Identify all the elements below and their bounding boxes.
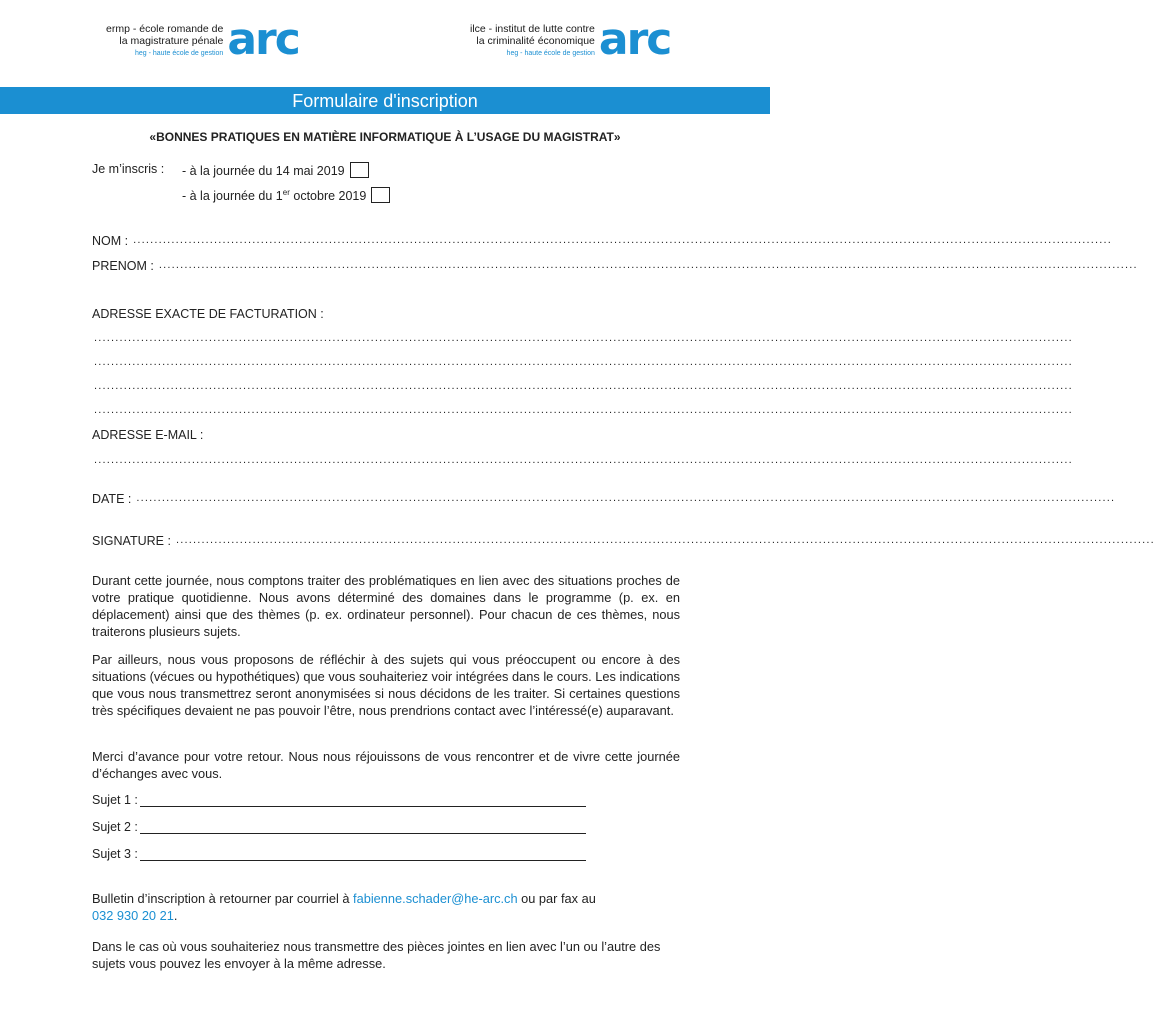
closing-paragraph: Dans le cas où vous souhaiteriez nous transmettre des pièces jointes en lien avec l’un ou l’autre des sujets vous pouvez les envoyer à la même adresse. [92,939,661,971]
nom-label: NOM : [92,234,129,248]
arc-logo-mark: arc [598,14,671,65]
logo-ermp-line2: la magistrature pénale [119,34,224,47]
intro-paragraph: Durant cette journée, nous comptons traiter des problématiques en lien avec des situations proches de votre pratique quotidienne. Nous avons déterminé des domaines dans le programme (p. ex. en déplacement) ainsi que des thèmes (p. ex. ordinateur personnel). Pour chacun de ces thèmes, nous traiterons plusieurs sujets. [92,573,680,639]
sujet-1-label: Sujet 1 : [92,793,138,807]
option-2-label-suffix: octobre 2019 [289,189,367,203]
prenom-label: PRENOM : [92,259,154,273]
option-2-label-sup: er [282,187,290,197]
checkbox-14-mai[interactable] [350,162,369,178]
registration-option-1 [182,162,369,178]
sujet-2-line [140,819,586,834]
logo-ermp-line3: heg - haute école de gestion [134,49,224,57]
topics-paragraph: Par ailleurs, nous vous proposons de réfléchir à des sujets qui vous préoccupent ou encore à des situations (vécues ou hypothétiques) que vous souhaiteriez voir intégrées dans le cours. Les indications que vous nous transmettrez seront anonymisées si nous décidons de les traiter. Si certaines questions très spécifiques devaient ne pas pouvoir l’être, nous prendrions contact avec l’intéressé(e) auparavant. [92,652,680,718]
logo-ermp-line1: ermp - école romande de [106,22,224,35]
email-label: ADRESSE E-MAIL : [92,428,204,442]
sujet-2-label: Sujet 2 : [92,820,138,834]
logo-ilce-line2: la criminalité économique [476,34,595,47]
registration-option-2 [182,187,390,203]
sujet-1-field[interactable] [92,792,586,807]
form-title-banner: Formulaire d'inscription [0,87,770,114]
adresse-label: ADRESSE EXACTE DE FACTURATION : [92,307,324,321]
option-2-label-prefix: - à la journée du 1 [182,189,283,203]
adresse-line-4[interactable]: ...................................................................................................................................................................................................................................... [94,404,1073,416]
date-label: DATE : [92,492,132,506]
adresse-line-3[interactable]: ...................................................................................................................................................................................................................................... [94,380,1073,392]
prenom-dotted-line: ...................................................................................................................................................................................................................................... [158,259,1138,271]
sujet-2-field[interactable] [92,819,586,834]
sujet-3-line [140,846,586,861]
logo-ilce-line3: heg - haute école de gestion [506,49,595,57]
adresse-line-1[interactable]: ...................................................................................................................................................................................................................................... [94,332,1073,344]
date-field[interactable] [92,492,1116,506]
logo-ilce [470,14,671,65]
signature-dotted-line: ...................................................................................................................................................................................................................................... [175,534,1155,546]
thanks-paragraph: Merci d’avance pour votre retour. Nous nous réjouissons de vous rencontrer et de vivre cette journée d’échanges avec vous. [92,749,680,781]
sujet-1-line [140,792,586,807]
date-dotted-line: ...................................................................................................................................................................................................................................... [136,492,1116,504]
registration-label: Je m’inscris : [92,162,165,176]
arc-logo-mark: arc [227,14,299,65]
sujet-3-label: Sujet 3 : [92,847,138,861]
logo-ermp [106,14,299,65]
fax-number-link[interactable]: 032 930 20 21 [92,908,174,923]
nom-dotted-line: ...................................................................................................................................................................................................................................... [133,234,1113,246]
signature-field[interactable] [92,534,1155,548]
bulletin-prefix: Bulletin d’inscription à retourner par courriel à [92,891,354,906]
signature-label: SIGNATURE : [92,534,171,548]
sujet-3-field[interactable] [92,846,586,861]
option-1-label: - à la journée du 14 mai 2019 [182,164,345,178]
prenom-field[interactable] [92,259,1138,273]
checkbox-1er-octobre[interactable] [371,187,390,203]
contact-email-link[interactable]: fabienne.schader@he-arc.ch [353,891,518,906]
bulletin-middle: ou par fax au [517,891,596,906]
bulletin-paragraph [92,890,680,924]
course-title: «BONNES PRATIQUES EN MATIÈRE INFORMATIQUE À L’USAGE DU MAGISTRAT» [149,130,621,144]
adresse-line-2[interactable]: ...................................................................................................................................................................................................................................... [94,356,1073,368]
logo-ilce-line1: ilce - institut de lutte contre [470,22,595,35]
bulletin-end: . [173,908,178,923]
nom-field[interactable] [92,234,1113,248]
email-line[interactable]: ...................................................................................................................................................................................................................................... [94,454,1073,466]
